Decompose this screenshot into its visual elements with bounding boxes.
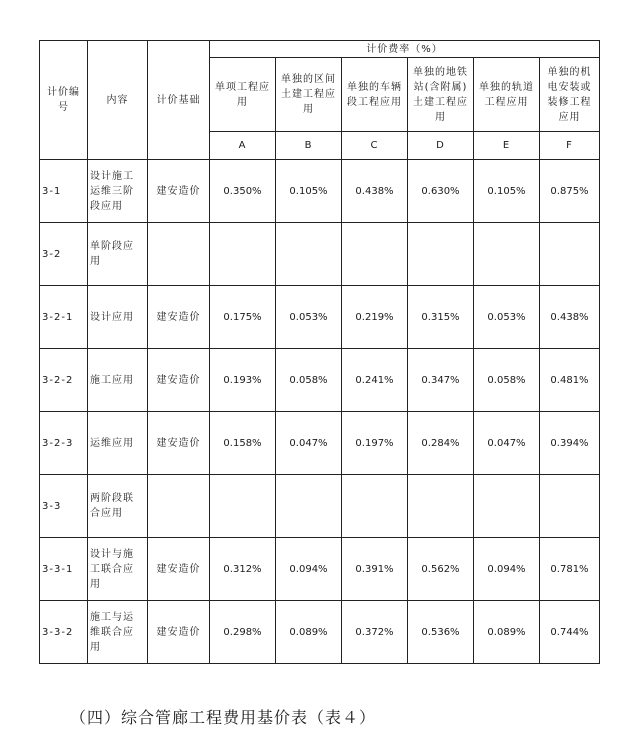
rate-value: 0.875% bbox=[540, 160, 600, 223]
rate-value: 0.372% bbox=[342, 601, 408, 664]
header-column-letter: D bbox=[408, 132, 474, 160]
rate-value: 0.047% bbox=[474, 412, 540, 475]
header-column-letter: A bbox=[210, 132, 276, 160]
row-content: 运维应用 bbox=[88, 412, 148, 475]
rate-value bbox=[540, 223, 600, 286]
header-code: 计价编号 bbox=[40, 41, 88, 160]
rate-value: 0.197% bbox=[342, 412, 408, 475]
header-rate-group: 计价费率（%） bbox=[210, 41, 600, 58]
row-code: 3-2 bbox=[40, 223, 88, 286]
table-row bbox=[40, 601, 600, 664]
header-column-name: 单独的地铁站(含附属)土建工程应用 bbox=[408, 58, 474, 132]
rate-value: 0.312% bbox=[210, 538, 276, 601]
header-column-name: 单独的区间土建工程应用 bbox=[276, 58, 342, 132]
rate-value: 0.630% bbox=[408, 160, 474, 223]
table-header bbox=[40, 41, 600, 160]
row-basis: 建安造价 bbox=[148, 601, 210, 664]
rate-value bbox=[342, 475, 408, 538]
rate-value: 0.105% bbox=[474, 160, 540, 223]
table-row bbox=[40, 223, 600, 286]
rate-value: 0.481% bbox=[540, 349, 600, 412]
rate-value: 0.394% bbox=[540, 412, 600, 475]
rate-value: 0.058% bbox=[474, 349, 540, 412]
rate-value: 0.053% bbox=[474, 286, 540, 349]
rate-value bbox=[276, 475, 342, 538]
header-basis: 计价基础 bbox=[148, 41, 210, 160]
rate-value bbox=[540, 475, 600, 538]
row-content: 施工应用 bbox=[88, 349, 148, 412]
header-content: 内容 bbox=[88, 41, 148, 160]
rate-value: 0.744% bbox=[540, 601, 600, 664]
rate-value bbox=[276, 223, 342, 286]
row-content: 设计与施工联合应用 bbox=[88, 538, 148, 601]
table-row bbox=[40, 412, 600, 475]
row-content: 设计施工运维三阶段应用 bbox=[88, 160, 148, 223]
rate-value: 0.562% bbox=[408, 538, 474, 601]
row-content: 施工与运维联合应用 bbox=[88, 601, 148, 664]
rate-value: 0.284% bbox=[408, 412, 474, 475]
rate-value: 0.058% bbox=[276, 349, 342, 412]
row-code: 3-3 bbox=[40, 475, 88, 538]
rate-value: 0.241% bbox=[342, 349, 408, 412]
header-column-name: 单独的机电安装或装修工程应用 bbox=[540, 58, 600, 132]
row-code: 3-2-3 bbox=[40, 412, 88, 475]
rate-table bbox=[39, 40, 600, 664]
rate-value bbox=[210, 223, 276, 286]
table-row bbox=[40, 286, 600, 349]
row-content: 单阶段应用 bbox=[88, 223, 148, 286]
row-basis: 建安造价 bbox=[148, 349, 210, 412]
table-row bbox=[40, 349, 600, 412]
rate-value bbox=[474, 223, 540, 286]
row-code: 3-2-1 bbox=[40, 286, 88, 349]
header-column-name: 单独的轨道工程应用 bbox=[474, 58, 540, 132]
row-code: 3-3-2 bbox=[40, 601, 88, 664]
rate-value: 0.053% bbox=[276, 286, 342, 349]
rate-value: 0.298% bbox=[210, 601, 276, 664]
rate-value bbox=[474, 475, 540, 538]
row-basis: 建安造价 bbox=[148, 538, 210, 601]
rate-value: 0.089% bbox=[276, 601, 342, 664]
rate-value: 0.350% bbox=[210, 160, 276, 223]
table-row bbox=[40, 160, 600, 223]
section-title: （四）综合管廊工程费用基价表（表４） bbox=[70, 708, 377, 727]
header-column-letter: B bbox=[276, 132, 342, 160]
rate-value: 0.158% bbox=[210, 412, 276, 475]
row-code: 3-1 bbox=[40, 160, 88, 223]
rate-value: 0.391% bbox=[342, 538, 408, 601]
rate-value: 0.089% bbox=[474, 601, 540, 664]
row-basis bbox=[148, 223, 210, 286]
table-row bbox=[40, 538, 600, 601]
rate-value: 0.781% bbox=[540, 538, 600, 601]
row-content: 两阶段联合应用 bbox=[88, 475, 148, 538]
rate-value: 0.438% bbox=[342, 160, 408, 223]
header-column-letter: C bbox=[342, 132, 408, 160]
rate-value bbox=[408, 223, 474, 286]
header-column-name: 单项工程应用 bbox=[210, 58, 276, 132]
rate-value: 0.536% bbox=[408, 601, 474, 664]
row-basis: 建安造价 bbox=[148, 286, 210, 349]
header-column-name: 单独的车辆段工程应用 bbox=[342, 58, 408, 132]
rate-value: 0.175% bbox=[210, 286, 276, 349]
row-basis bbox=[148, 475, 210, 538]
rate-value: 0.193% bbox=[210, 349, 276, 412]
header-column-letter: F bbox=[540, 132, 600, 160]
rate-value: 0.315% bbox=[408, 286, 474, 349]
rate-value bbox=[408, 475, 474, 538]
rate-value: 0.094% bbox=[474, 538, 540, 601]
table-body bbox=[40, 160, 600, 664]
rate-value: 0.105% bbox=[276, 160, 342, 223]
row-basis: 建安造价 bbox=[148, 160, 210, 223]
row-content: 设计应用 bbox=[88, 286, 148, 349]
header-column-letter: E bbox=[474, 132, 540, 160]
rate-value bbox=[342, 223, 408, 286]
rate-value: 0.047% bbox=[276, 412, 342, 475]
row-code: 3-2-2 bbox=[40, 349, 88, 412]
rate-value: 0.094% bbox=[276, 538, 342, 601]
row-code: 3-3-1 bbox=[40, 538, 88, 601]
row-basis: 建安造价 bbox=[148, 412, 210, 475]
rate-value: 0.219% bbox=[342, 286, 408, 349]
table-row bbox=[40, 475, 600, 538]
rate-value: 0.347% bbox=[408, 349, 474, 412]
rate-value: 0.438% bbox=[540, 286, 600, 349]
rate-value bbox=[210, 475, 276, 538]
